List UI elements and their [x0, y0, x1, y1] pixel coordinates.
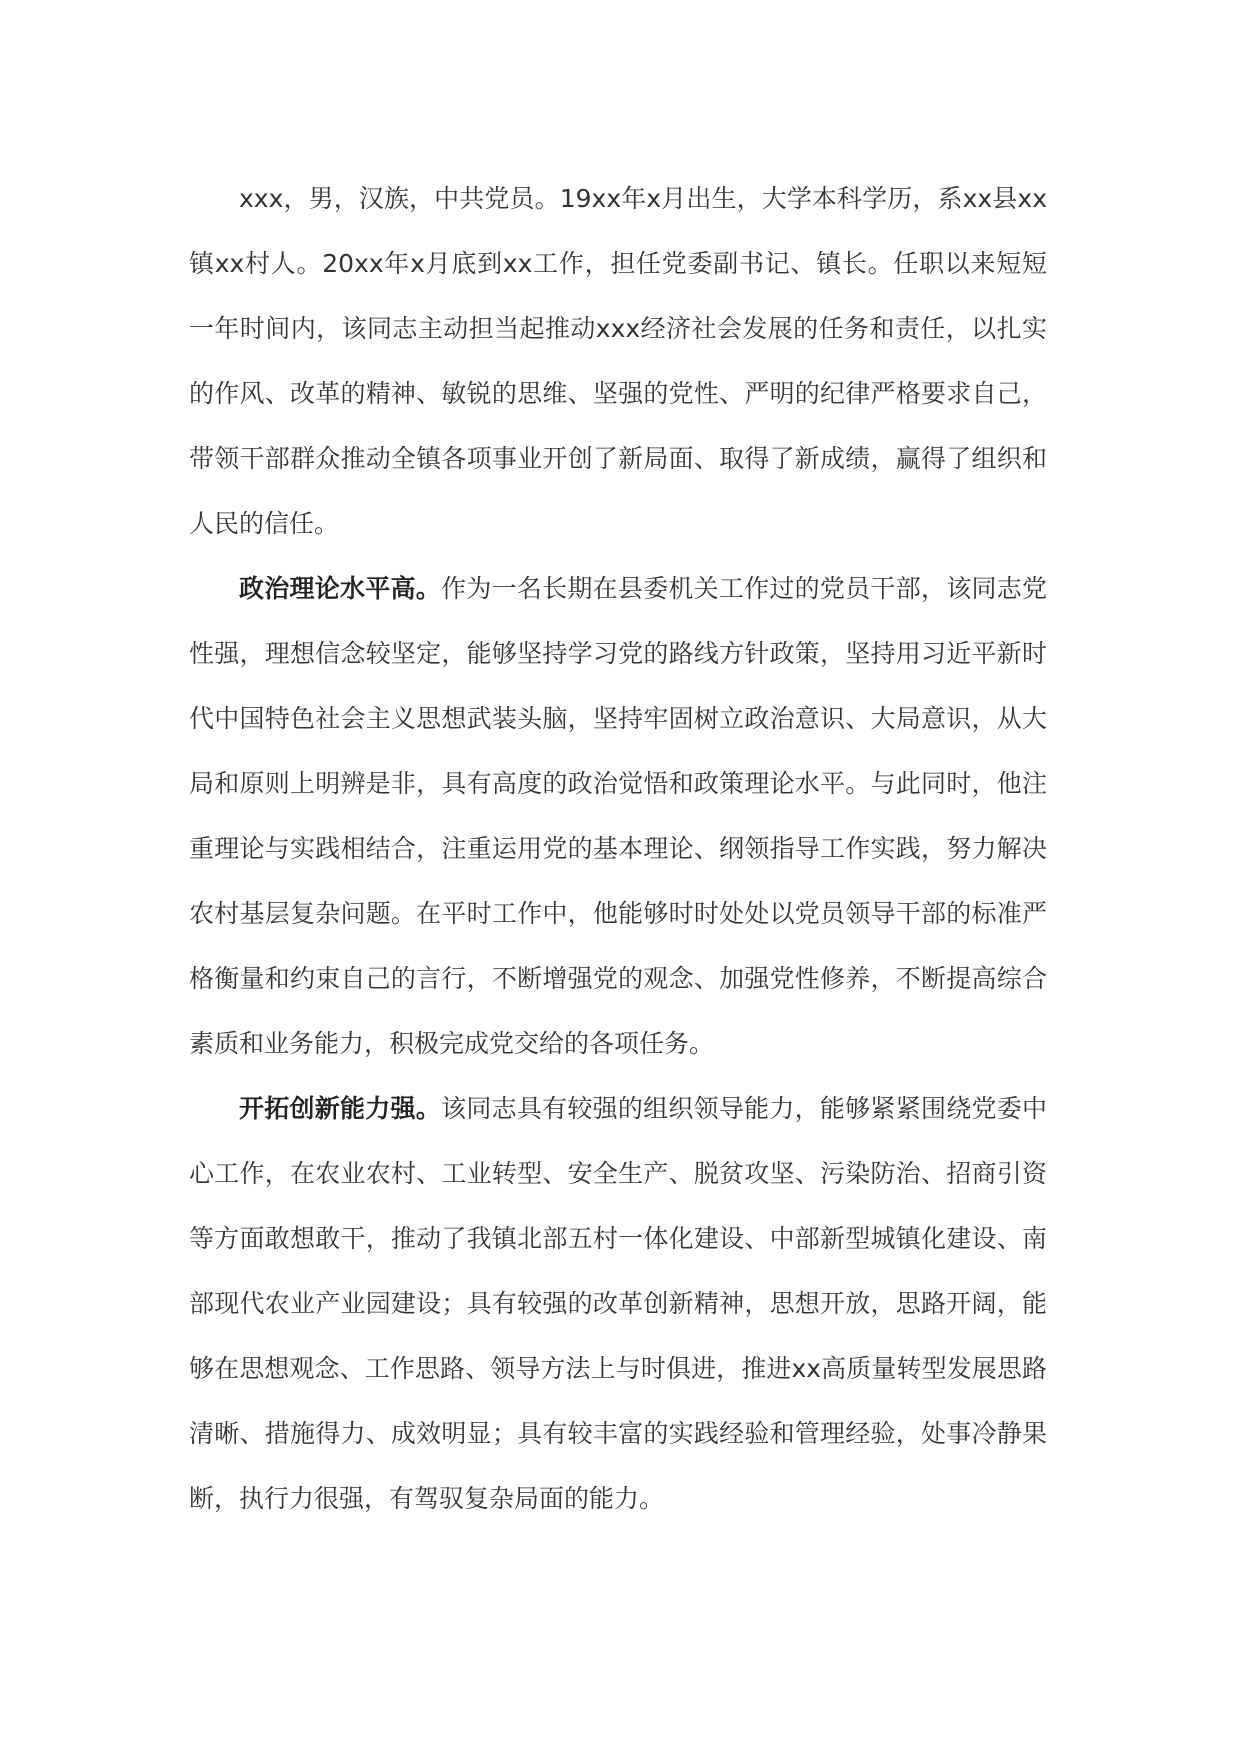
- paragraph-heading: 开拓创新能力强。: [239, 1094, 442, 1123]
- paragraph-text: 作为一名长期在县委机关工作过的党员干部，该同志党性强，理想信念较坚定，能够坚持学习党的路线方针政策，坚持用习近平新时代中国特色社会主义思想武装头脑，坚持牢固树立政治意识、大局意识，从大局和原则上明辨是非，具有高度的政治觉悟和政策理论水平。与此同时，他注重理论与实践相结合，注重运用党的基本理论、纲领指导工作实践，努力解决农村基层复杂问题。在平时工作中，他能够时时处处以党员领导干部的标准严格衡量和约束自己的言行，不断增强党的观念、加强党性修养，不断提高综合素质和业务能力，积极完成党交给的各项任务。: [189, 574, 1047, 1058]
- paragraph-political-theory: [189, 556, 1047, 1076]
- paragraph-innovation: [189, 1076, 1047, 1531]
- paragraph-text: xxx，男，汉族，中共党员。19xx年x月出生，大学本科学历，系xx县xx镇xx村人。20xx年x月底到xx工作，担任党委副书记、镇长。任职以来短短一年时间内，该同志主动担当起推动xxx经济社会发展的任务和责任，以扎实的作风、改革的精神、敏锐的思维、坚强的党性、严明的纪律严格要求自己，带领干部群众推动全镇各项事业开创了新局面、取得了新成绩，赢得了组织和人民的信任。: [189, 184, 1047, 538]
- document-body: [189, 166, 1047, 1531]
- paragraph-intro: [189, 166, 1047, 556]
- paragraph-heading: 政治理论水平高。: [239, 574, 442, 603]
- paragraph-text: 该同志具有较强的组织领导能力，能够紧紧围绕党委中心工作，在农业农村、工业转型、安全生产、脱贫攻坚、污染防治、招商引资等方面敢想敢干，推动了我镇北部五村一体化建设、中部新型城镇化建设、南部现代农业产业园建设；具有较强的改革创新精神，思想开放，思路开阔，能够在思想观念、工作思路、领导方法上与时俱进，推进xx高质量转型发展思路清晰、措施得力、成效明显；具有较丰富的实践经验和管理经验，处事冷静果断，执行力很强，有驾驭复杂局面的能力。: [189, 1094, 1047, 1513]
